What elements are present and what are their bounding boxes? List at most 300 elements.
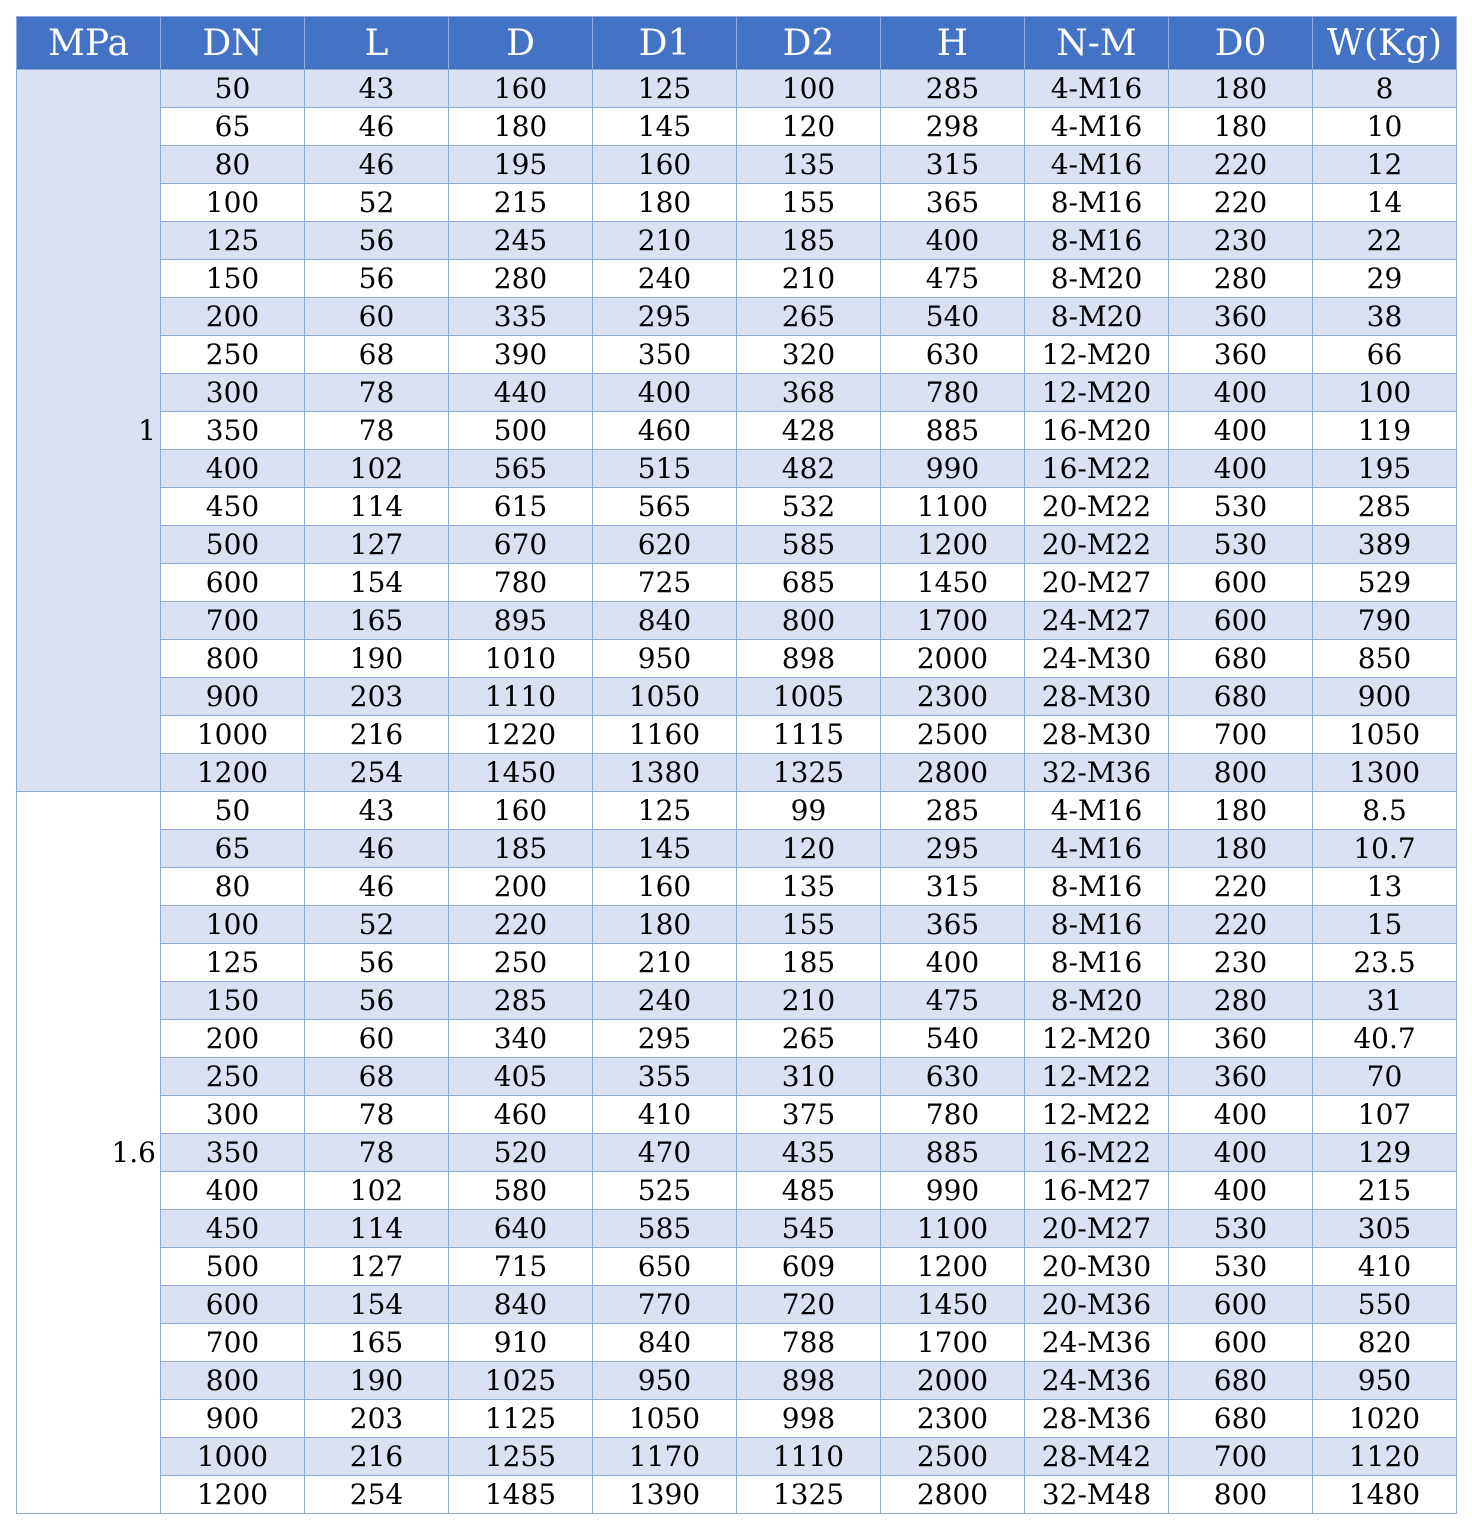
table-header [17,17,1457,70]
cell-w: 14 [1313,184,1457,222]
cell-d2: 1005 [737,678,881,716]
cell-d0: 180 [1169,70,1313,108]
table-row [17,450,1457,488]
cell-d1: 650 [593,1248,737,1286]
cell-d2: 210 [737,260,881,298]
table-row [17,1286,1457,1324]
cell-d: 565 [449,450,593,488]
cell-dn: 800 [161,640,305,678]
cell-d2: 120 [737,108,881,146]
cell-d: 200 [449,868,593,906]
cell-w: 1120 [1313,1438,1457,1476]
cell-d: 670 [449,526,593,564]
cell-h: 630 [881,1058,1025,1096]
cell-dn: 50 [161,792,305,830]
cell-l: 56 [305,944,449,982]
table-row [17,1058,1457,1096]
table-row [17,564,1457,602]
cell-w: 550 [1313,1286,1457,1324]
cell-n-m: 12-M20 [1025,1020,1169,1058]
cell-w: 1300 [1313,754,1457,792]
cell-d2: 265 [737,298,881,336]
table-row [17,412,1457,450]
cell-d2: 320 [737,336,881,374]
cell-d0: 800 [1169,1476,1313,1514]
cell-d0: 360 [1169,1058,1313,1096]
cell-n-m: 12-M20 [1025,336,1169,374]
cell-n-m: 4-M16 [1025,70,1169,108]
cell-h: 780 [881,1096,1025,1134]
cell-l: 165 [305,1324,449,1362]
cell-d1: 355 [593,1058,737,1096]
cell-w: 1050 [1313,716,1457,754]
cell-d1: 585 [593,1210,737,1248]
cell-w: 119 [1313,412,1457,450]
cell-h: 315 [881,146,1025,184]
cell-w: 70 [1313,1058,1457,1096]
cell-n-m: 32-M48 [1025,1476,1169,1514]
cell-d1: 180 [593,184,737,222]
cell-dn: 500 [161,1248,305,1286]
cell-d1: 950 [593,1362,737,1400]
col-header-l: L [305,17,449,70]
col-header-dn: DN [161,17,305,70]
cell-d: 500 [449,412,593,450]
cell-w: 31 [1313,982,1457,1020]
cell-d0: 530 [1169,488,1313,526]
cell-dn: 65 [161,830,305,868]
table-row [17,754,1457,792]
cell-w: 8.5 [1313,792,1457,830]
table-row [17,146,1457,184]
cell-l: 46 [305,868,449,906]
cell-n-m: 28-M36 [1025,1400,1169,1438]
cell-d1: 1160 [593,716,737,754]
cell-n-m: 4-M16 [1025,792,1169,830]
cell-d1: 180 [593,906,737,944]
cell-h: 885 [881,412,1025,450]
cell-w: 10 [1313,108,1457,146]
cell-l: 114 [305,488,449,526]
cell-n-m: 20-M27 [1025,564,1169,602]
cell-dn: 350 [161,1134,305,1172]
cell-d: 840 [449,1286,593,1324]
cell-d1: 240 [593,260,737,298]
cell-d2: 368 [737,374,881,412]
cell-d1: 125 [593,792,737,830]
cell-l: 203 [305,678,449,716]
table-row [17,906,1457,944]
cell-d: 160 [449,70,593,108]
cell-d1: 350 [593,336,737,374]
cell-l: 52 [305,906,449,944]
cell-n-m: 24-M27 [1025,602,1169,640]
cell-d2: 310 [737,1058,881,1096]
cell-dn: 800 [161,1362,305,1400]
pressure-cell: 1 [17,70,161,792]
cell-h: 2800 [881,1476,1025,1514]
cell-dn: 100 [161,906,305,944]
cell-d0: 220 [1169,868,1313,906]
cell-d: 335 [449,298,593,336]
cell-h: 990 [881,1172,1025,1210]
cell-l: 43 [305,70,449,108]
cell-d0: 400 [1169,450,1313,488]
cell-n-m: 4-M16 [1025,108,1169,146]
table-row [17,1172,1457,1210]
cell-d2: 532 [737,488,881,526]
cell-dn: 200 [161,298,305,336]
table-row [17,222,1457,260]
cell-d2: 185 [737,944,881,982]
cell-d1: 125 [593,70,737,108]
cell-d: 910 [449,1324,593,1362]
cell-d2: 100 [737,70,881,108]
cell-l: 165 [305,602,449,640]
cell-d1: 160 [593,146,737,184]
table-row [17,374,1457,412]
cell-d: 1450 [449,754,593,792]
cell-d0: 680 [1169,1362,1313,1400]
cell-dn: 900 [161,1400,305,1438]
cell-dn: 1200 [161,1476,305,1514]
cell-n-m: 8-M20 [1025,298,1169,336]
cell-d: 215 [449,184,593,222]
cell-d0: 360 [1169,1020,1313,1058]
cell-d0: 220 [1169,906,1313,944]
cell-d1: 210 [593,222,737,260]
cell-d1: 1050 [593,1400,737,1438]
cell-w: 10.7 [1313,830,1457,868]
cell-dn: 700 [161,602,305,640]
cell-d0: 700 [1169,1438,1313,1476]
cell-d0: 600 [1169,564,1313,602]
cell-n-m: 20-M22 [1025,488,1169,526]
table-row [17,640,1457,678]
cell-n-m: 24-M36 [1025,1362,1169,1400]
col-header-d2: D2 [737,17,881,70]
cell-d0: 400 [1169,1134,1313,1172]
cell-d0: 680 [1169,1400,1313,1438]
cell-dn: 400 [161,1172,305,1210]
cell-d0: 530 [1169,1248,1313,1286]
cell-dn: 450 [161,1210,305,1248]
cell-n-m: 16-M22 [1025,450,1169,488]
cell-dn: 1000 [161,716,305,754]
cell-l: 60 [305,1020,449,1058]
cell-h: 1450 [881,1286,1025,1324]
table-row [17,108,1457,146]
cell-l: 52 [305,184,449,222]
cell-h: 990 [881,450,1025,488]
cell-d: 250 [449,944,593,982]
cell-d: 715 [449,1248,593,1286]
cell-l: 190 [305,640,449,678]
table-row [17,944,1457,982]
cell-d2: 545 [737,1210,881,1248]
cell-l: 216 [305,716,449,754]
cell-d1: 515 [593,450,737,488]
table-row [17,716,1457,754]
table-row [17,1400,1457,1438]
cell-d2: 155 [737,184,881,222]
cell-w: 15 [1313,906,1457,944]
cell-d: 440 [449,374,593,412]
cell-l: 154 [305,1286,449,1324]
cell-d: 1125 [449,1400,593,1438]
cell-h: 475 [881,260,1025,298]
table-row [17,1438,1457,1476]
cell-w: 529 [1313,564,1457,602]
cell-w: 305 [1313,1210,1457,1248]
cell-l: 68 [305,336,449,374]
cell-w: 1020 [1313,1400,1457,1438]
cell-w: 66 [1313,336,1457,374]
cell-d0: 700 [1169,716,1313,754]
table-row [17,1324,1457,1362]
cell-dn: 65 [161,108,305,146]
table-row [17,602,1457,640]
cell-d1: 295 [593,298,737,336]
cell-d2: 800 [737,602,881,640]
cell-d0: 220 [1169,184,1313,222]
cell-h: 295 [881,830,1025,868]
cell-d0: 400 [1169,374,1313,412]
cell-dn: 250 [161,1058,305,1096]
cell-l: 78 [305,374,449,412]
cell-d: 405 [449,1058,593,1096]
cell-d1: 145 [593,108,737,146]
cell-d1: 160 [593,868,737,906]
cell-h: 1100 [881,488,1025,526]
cell-dn: 300 [161,1096,305,1134]
cell-h: 1700 [881,1324,1025,1362]
cell-h: 1200 [881,526,1025,564]
table-body [17,70,1457,1514]
cell-d1: 145 [593,830,737,868]
cell-d0: 280 [1169,982,1313,1020]
cell-w: 790 [1313,602,1457,640]
cell-dn: 700 [161,1324,305,1362]
cell-d2: 185 [737,222,881,260]
cell-w: 900 [1313,678,1457,716]
cell-n-m: 20-M36 [1025,1286,1169,1324]
col-header-h: H [881,17,1025,70]
cell-h: 780 [881,374,1025,412]
cell-d0: 680 [1169,640,1313,678]
cell-d0: 800 [1169,754,1313,792]
cell-n-m: 20-M27 [1025,1210,1169,1248]
cell-d0: 600 [1169,602,1313,640]
cell-w: 1480 [1313,1476,1457,1514]
col-header-d0: D0 [1169,17,1313,70]
cell-n-m: 8-M20 [1025,260,1169,298]
cell-h: 1200 [881,1248,1025,1286]
cell-d1: 565 [593,488,737,526]
table-row [17,982,1457,1020]
table-row [17,1020,1457,1058]
cell-w: 129 [1313,1134,1457,1172]
cell-d2: 685 [737,564,881,602]
table-row [17,1248,1457,1286]
cell-d1: 525 [593,1172,737,1210]
cell-h: 2500 [881,716,1025,754]
cell-d: 245 [449,222,593,260]
table-row [17,488,1457,526]
cell-d2: 265 [737,1020,881,1058]
table-row [17,336,1457,374]
cell-dn: 125 [161,222,305,260]
cell-d2: 998 [737,1400,881,1438]
cell-l: 78 [305,1096,449,1134]
cell-dn: 450 [161,488,305,526]
cell-w: 410 [1313,1248,1457,1286]
cell-d0: 530 [1169,1210,1313,1248]
cell-n-m: 4-M16 [1025,146,1169,184]
cell-n-m: 8-M16 [1025,868,1169,906]
table-row [17,184,1457,222]
cell-d0: 600 [1169,1286,1313,1324]
cell-d: 195 [449,146,593,184]
cell-w: 850 [1313,640,1457,678]
cell-d0: 680 [1169,678,1313,716]
cell-dn: 150 [161,982,305,1020]
cell-d2: 720 [737,1286,881,1324]
cell-n-m: 8-M16 [1025,906,1169,944]
cell-h: 400 [881,222,1025,260]
cell-d: 285 [449,982,593,1020]
cell-dn: 1200 [161,754,305,792]
cell-d0: 530 [1169,526,1313,564]
cell-d: 640 [449,1210,593,1248]
cell-l: 46 [305,146,449,184]
cell-d0: 360 [1169,336,1313,374]
cell-dn: 125 [161,944,305,982]
cell-n-m: 16-M22 [1025,1134,1169,1172]
cell-w: 950 [1313,1362,1457,1400]
cell-l: 78 [305,1134,449,1172]
cell-w: 12 [1313,146,1457,184]
cell-n-m: 8-M16 [1025,222,1169,260]
cell-d2: 1325 [737,754,881,792]
cell-d: 1010 [449,640,593,678]
table-row [17,260,1457,298]
table-row [17,298,1457,336]
cell-w: 100 [1313,374,1457,412]
cell-d0: 360 [1169,298,1313,336]
cell-d1: 240 [593,982,737,1020]
cell-dn: 1000 [161,1438,305,1476]
cell-n-m: 12-M22 [1025,1096,1169,1134]
cell-d: 340 [449,1020,593,1058]
col-header-mpa: MPa [17,17,161,70]
cell-d1: 470 [593,1134,737,1172]
cell-l: 154 [305,564,449,602]
cell-dn: 50 [161,70,305,108]
table-row [17,830,1457,868]
cell-d1: 460 [593,412,737,450]
cell-w: 13 [1313,868,1457,906]
cell-l: 114 [305,1210,449,1248]
cell-n-m: 12-M22 [1025,1058,1169,1096]
cell-n-m: 16-M27 [1025,1172,1169,1210]
cell-h: 2000 [881,640,1025,678]
table-row [17,1096,1457,1134]
cell-d1: 620 [593,526,737,564]
cell-d2: 788 [737,1324,881,1362]
cell-w: 23.5 [1313,944,1457,982]
cell-h: 285 [881,792,1025,830]
cell-n-m: 24-M36 [1025,1324,1169,1362]
cell-h: 315 [881,868,1025,906]
cell-h: 630 [881,336,1025,374]
cell-d: 160 [449,792,593,830]
cell-d: 615 [449,488,593,526]
cell-n-m: 28-M42 [1025,1438,1169,1476]
cell-h: 885 [881,1134,1025,1172]
cell-n-m: 4-M16 [1025,830,1169,868]
cell-n-m: 28-M30 [1025,716,1169,754]
cell-w: 215 [1313,1172,1457,1210]
cell-d2: 428 [737,412,881,450]
cell-w: 40.7 [1313,1020,1457,1058]
cell-l: 216 [305,1438,449,1476]
cell-d2: 210 [737,982,881,1020]
cell-d0: 400 [1169,412,1313,450]
cell-d1: 950 [593,640,737,678]
cell-l: 254 [305,754,449,792]
cell-h: 365 [881,906,1025,944]
cell-l: 56 [305,982,449,1020]
cell-l: 56 [305,222,449,260]
cell-d2: 482 [737,450,881,488]
cell-n-m: 16-M20 [1025,412,1169,450]
cell-h: 1100 [881,1210,1025,1248]
cell-d: 180 [449,108,593,146]
cell-l: 46 [305,108,449,146]
cell-d2: 135 [737,146,881,184]
cell-d: 1110 [449,678,593,716]
cell-dn: 200 [161,1020,305,1058]
cell-d0: 180 [1169,792,1313,830]
cell-n-m: 20-M22 [1025,526,1169,564]
cell-l: 78 [305,412,449,450]
cell-d2: 435 [737,1134,881,1172]
cell-l: 102 [305,450,449,488]
col-header-d1: D1 [593,17,737,70]
cell-w: 8 [1313,70,1457,108]
table-row [17,678,1457,716]
table-row [17,526,1457,564]
cell-h: 400 [881,944,1025,982]
cell-dn: 80 [161,146,305,184]
cell-d: 1255 [449,1438,593,1476]
cell-dn: 900 [161,678,305,716]
table-row [17,70,1457,108]
cell-d2: 485 [737,1172,881,1210]
cell-h: 2500 [881,1438,1025,1476]
cell-d: 460 [449,1096,593,1134]
cell-d2: 898 [737,1362,881,1400]
cell-h: 1450 [881,564,1025,602]
cell-l: 203 [305,1400,449,1438]
cell-dn: 600 [161,564,305,602]
cell-h: 2300 [881,678,1025,716]
cell-n-m: 20-M30 [1025,1248,1169,1286]
cell-d2: 609 [737,1248,881,1286]
table-row [17,868,1457,906]
cell-dn: 250 [161,336,305,374]
